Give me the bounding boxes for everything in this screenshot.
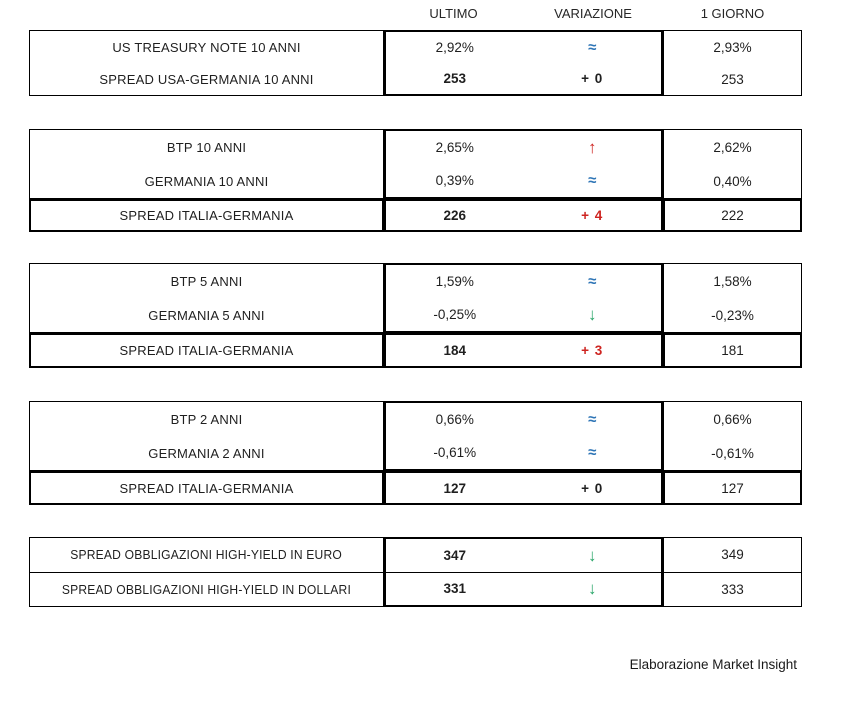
giorno-value: 127 [721,480,744,496]
table-row [30,164,383,198]
spread-italia-germania-2-giorno-box [663,471,802,505]
row-label: SPREAD ITALIA-GERMANIA [119,208,294,223]
spread-italia-germania-5-label-box [29,333,384,368]
group-btp10-giorno-box [663,129,802,199]
approx-equal-icon: ≈ [588,172,597,189]
approx-equal-icon: ≈ [588,273,597,290]
variazione-cell [524,32,662,63]
table-row [30,572,383,607]
group-highyield-values-box [384,537,663,607]
spread-italia-germania-10-giorno-box [663,199,802,232]
table-row [30,31,383,63]
group-btp5-label-box [29,263,384,333]
table-row [664,264,801,298]
giorno-value: 181 [721,343,744,358]
table-row [386,131,661,164]
table-row [31,473,382,503]
giorno-value: 222 [721,208,744,223]
variazione-cell [524,63,662,94]
ultimo-cell [386,539,524,572]
group-usa-values-box [384,30,663,96]
table-row [386,539,661,572]
row-label: SPREAD ITALIA-GERMANIA [119,343,294,358]
table-row [664,298,801,332]
table-row [664,31,801,63]
ultimo-value: -0,61% [433,445,477,460]
ultimo-cell [386,335,524,366]
table-row [386,298,661,331]
ultimo-cell [386,436,524,469]
group-highyield-label-box [29,537,384,607]
giorno-value: 0,66% [713,411,752,427]
table-row [30,298,383,332]
variazione-cell [524,573,662,606]
table-row [386,572,661,606]
spread-italia-germania-10-label-box [29,199,384,232]
variazione-cell [524,164,662,197]
row-label: BTP 10 ANNI [166,139,247,155]
table-row [664,436,801,470]
column-header-ultimo: ULTIMO [429,6,478,21]
variazione-cell [524,436,662,469]
group-btp10-values-box [384,129,663,199]
table-row [30,538,383,572]
spread-italia-germania-2-values-box [384,471,663,505]
row-label: GERMANIA 2 ANNI [148,445,265,461]
arrow-up-icon: ↑ [588,138,597,157]
table-row [664,538,801,572]
table-row [30,130,383,164]
ultimo-cell [386,63,524,94]
group-btp2-values-box [384,401,663,471]
approx-equal-icon: ≈ [588,444,597,461]
giorno-value: 2,93% [713,39,752,55]
ultimo-cell [386,201,524,230]
table-row [665,473,800,503]
table-row [665,201,800,230]
row-label: BTP 2 ANNI [170,411,243,427]
table-row [30,63,383,95]
row-label: SPREAD ITALIA-GERMANIA [119,480,294,496]
approx-equal-icon: ≈ [588,39,597,56]
row-label: US TREASURY NOTE 10 ANNI [112,39,301,55]
group-highyield-giorno-box [663,537,802,607]
giorno-value: 0,40% [713,173,752,189]
table-row [386,335,661,366]
arrow-down-icon: ↓ [588,545,597,565]
group-btp5-giorno-box [663,263,802,333]
arrow-down-icon: ↓ [588,579,597,599]
column-header-1-giorno: 1 GIORNO [700,6,765,21]
variazione-cell [524,201,662,230]
ultimo-value: 253 [443,71,467,86]
giorno-value: 1,58% [713,273,752,289]
table-row [30,436,383,470]
table-row [386,164,661,197]
spread-italia-germania-5-giorno-box [663,333,802,368]
giorno-value: 349 [721,547,744,563]
giorno-value: -0,23% [711,307,754,323]
ultimo-cell [386,473,524,503]
table-row [664,572,801,607]
spread-italia-germania-10-values-box [384,199,663,232]
ultimo-value: -0,25% [433,307,477,322]
variation-value: + 0 [581,71,604,86]
attribution-text: Elaborazione Market Insight [629,657,797,672]
table-row [386,436,661,469]
table-row [30,264,383,298]
group-btp5-values-box [384,263,663,333]
column-header-variazione: VARIAZIONE [554,6,632,21]
table-row [664,63,801,95]
row-label: SPREAD OBBLIGAZIONI HIGH-YIELD IN DOLLARI [61,581,352,597]
row-label: BTP 5 ANNI [170,273,243,289]
table-row [386,63,661,94]
approx-equal-icon: ≈ [588,411,597,428]
table-row [31,201,382,230]
table-row [386,201,661,230]
ultimo-value: 2,65% [435,140,474,155]
ultimo-cell [386,403,524,436]
table-row [386,473,661,503]
ultimo-cell [386,32,524,63]
ultimo-value: 1,59% [435,274,474,289]
variazione-cell [524,473,662,503]
ultimo-value: 0,66% [435,412,474,427]
table-row [31,335,382,366]
ultimo-cell [386,164,524,197]
table-row [386,403,661,436]
ultimo-value: 0,39% [435,173,474,188]
spread-italia-germania-5-values-box [384,333,663,368]
table-row [664,130,801,164]
row-label: GERMANIA 10 ANNI [144,173,269,189]
group-usa-label-box [29,30,384,96]
ultimo-value: 127 [443,480,467,496]
variazione-cell [524,539,662,572]
ultimo-value: 184 [443,343,467,358]
table-row [30,402,383,436]
ultimo-value: 2,92% [435,40,474,55]
ultimo-cell [386,573,524,606]
spread-italia-germania-2-label-box [29,471,384,505]
ultimo-cell [386,131,524,164]
giorno-value: 2,62% [713,139,752,155]
variazione-cell [524,265,662,298]
variazione-cell [524,298,662,331]
variazione-cell [524,403,662,436]
table-row [665,335,800,366]
giorno-value: 333 [721,581,744,597]
group-btp10-label-box [29,129,384,199]
table-row [664,164,801,198]
giorno-value: 253 [721,71,744,87]
row-label: SPREAD OBBLIGAZIONI HIGH-YIELD IN EURO [70,547,343,563]
table-row [386,32,661,63]
ultimo-cell [386,298,524,331]
variation-value: + 3 [581,343,604,358]
giorno-value: -0,61% [711,445,754,461]
row-label: GERMANIA 5 ANNI [148,307,265,323]
group-usa-giorno-box [663,30,802,96]
group-btp2-label-box [29,401,384,471]
variazione-cell [524,131,662,164]
group-btp2-giorno-box [663,401,802,471]
variation-value: + 4 [581,208,604,223]
table-row [386,265,661,298]
variazione-cell [524,335,662,366]
ultimo-value: 226 [443,208,467,223]
ultimo-cell [386,265,524,298]
row-label: SPREAD USA-GERMANIA 10 ANNI [99,71,314,87]
arrow-down-icon: ↓ [588,305,597,324]
variation-value: + 0 [581,480,604,496]
table-row [664,402,801,436]
ultimo-value: 347 [443,547,467,563]
ultimo-value: 331 [443,581,467,597]
